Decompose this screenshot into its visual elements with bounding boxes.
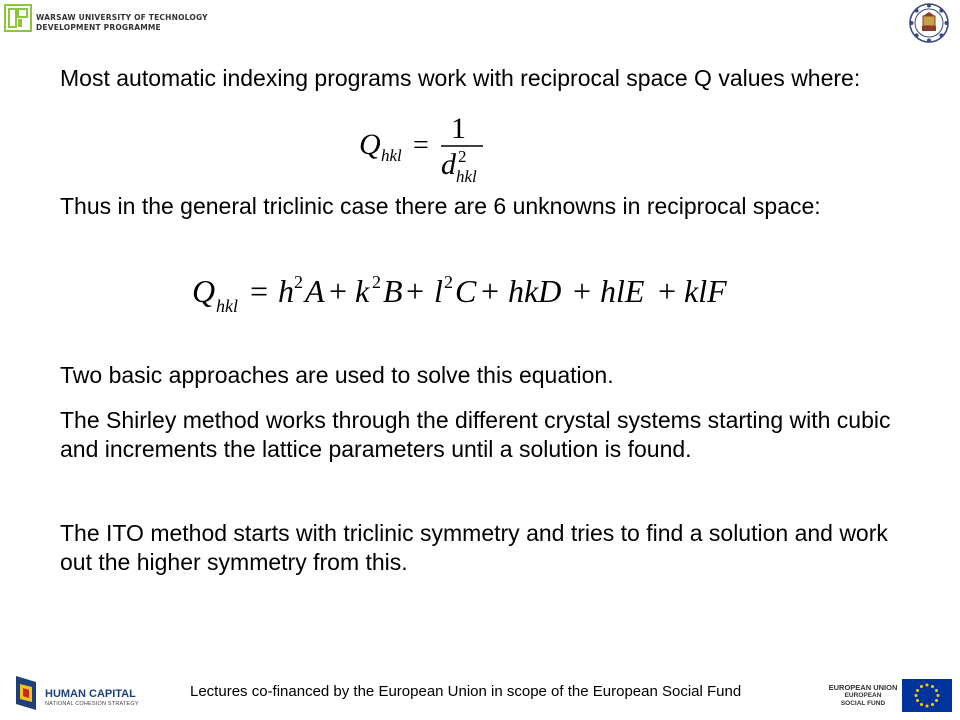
eu-flag-icon <box>902 679 952 712</box>
formula1-lhs-subscript: hkl <box>381 146 402 165</box>
formula2-term2-base: k <box>355 273 370 309</box>
formula1-denominator: d <box>441 148 456 181</box>
formula1-lhs: Q <box>359 128 381 161</box>
footer-cofinancing-text: Lectures co-financed by the European Union in scope of the European Social Fund <box>190 683 742 700</box>
formula2-term3-sup: 2 <box>444 272 453 292</box>
formula2-term3-base: l <box>434 273 443 309</box>
human-capital-logo-icon <box>14 674 38 712</box>
formula-q-hkl-general <box>192 268 752 320</box>
eu-social-fund-label <box>828 684 898 708</box>
paragraph-two-approaches: Two basic approaches are used to solve this equation. <box>60 362 614 388</box>
paragraph-ito-method: The ITO method starts with triclinic symmetry and tries to find a solution and work out the higher symmetry from this. <box>60 520 888 575</box>
formula2-term6: klF <box>684 273 727 309</box>
formula2-plus-1: + <box>329 273 348 309</box>
wut-logo-icon <box>4 4 32 32</box>
formula1-denominator-sup: 2 <box>458 147 467 166</box>
formula2-equals: = <box>250 273 269 309</box>
university-seal-icon <box>908 2 950 44</box>
formula2-term1-rest: A <box>305 273 325 309</box>
formula1-denominator-sub: hkl <box>456 167 477 184</box>
formula2-term2-rest: B <box>383 273 403 309</box>
formula1-numerator: 1 <box>451 112 466 145</box>
university-name-line2: DEVELOPMENT PROGRAMME <box>36 23 161 32</box>
formula2-lhs: Q <box>192 273 216 309</box>
paragraph-triclinic-unknowns: Thus in the general triclinic case there are 6 unknowns in reciprocal space: <box>60 193 821 219</box>
eu-label-line3: SOCIAL FUND <box>840 700 886 707</box>
formula2-term4: hkD <box>508 273 562 309</box>
formula2-plus-3: + <box>481 273 500 309</box>
formula2-plus-2: + <box>406 273 425 309</box>
formula1-equals: = <box>413 130 429 161</box>
human-capital-title: HUMAN CAPITAL <box>45 688 136 700</box>
paragraph-shirley-method: The Shirley method works through the different crystal systems starting with cubic and increments the lattice parameters until a solution is found. <box>60 407 891 462</box>
eu-label-line2: EUROPEAN <box>844 692 882 699</box>
formula2-term1-base: h <box>278 273 294 309</box>
university-name <box>36 13 208 33</box>
formula2-plus-4: + <box>573 273 592 309</box>
eu-label-line1: EUROPEAN UNION <box>828 683 898 692</box>
university-name-line1: WARSAW UNIVERSITY OF TECHNOLOGY <box>36 13 208 22</box>
formula2-term5: hlE <box>600 273 645 309</box>
formula2-term2-sup: 2 <box>372 272 381 292</box>
formula-q-hkl-reciprocal <box>355 108 495 184</box>
paragraph-reciprocal-space: Most automatic indexing programs work with reciprocal space Q values where: <box>60 65 861 91</box>
formula2-term3-rest: C <box>455 273 477 309</box>
formula2-lhs-subscript: hkl <box>216 296 238 316</box>
formula2-plus-5: + <box>658 273 677 309</box>
human-capital-subtitle: NATIONAL COHESION STRATEGY <box>45 701 139 707</box>
formula2-term1-sup: 2 <box>294 272 303 292</box>
